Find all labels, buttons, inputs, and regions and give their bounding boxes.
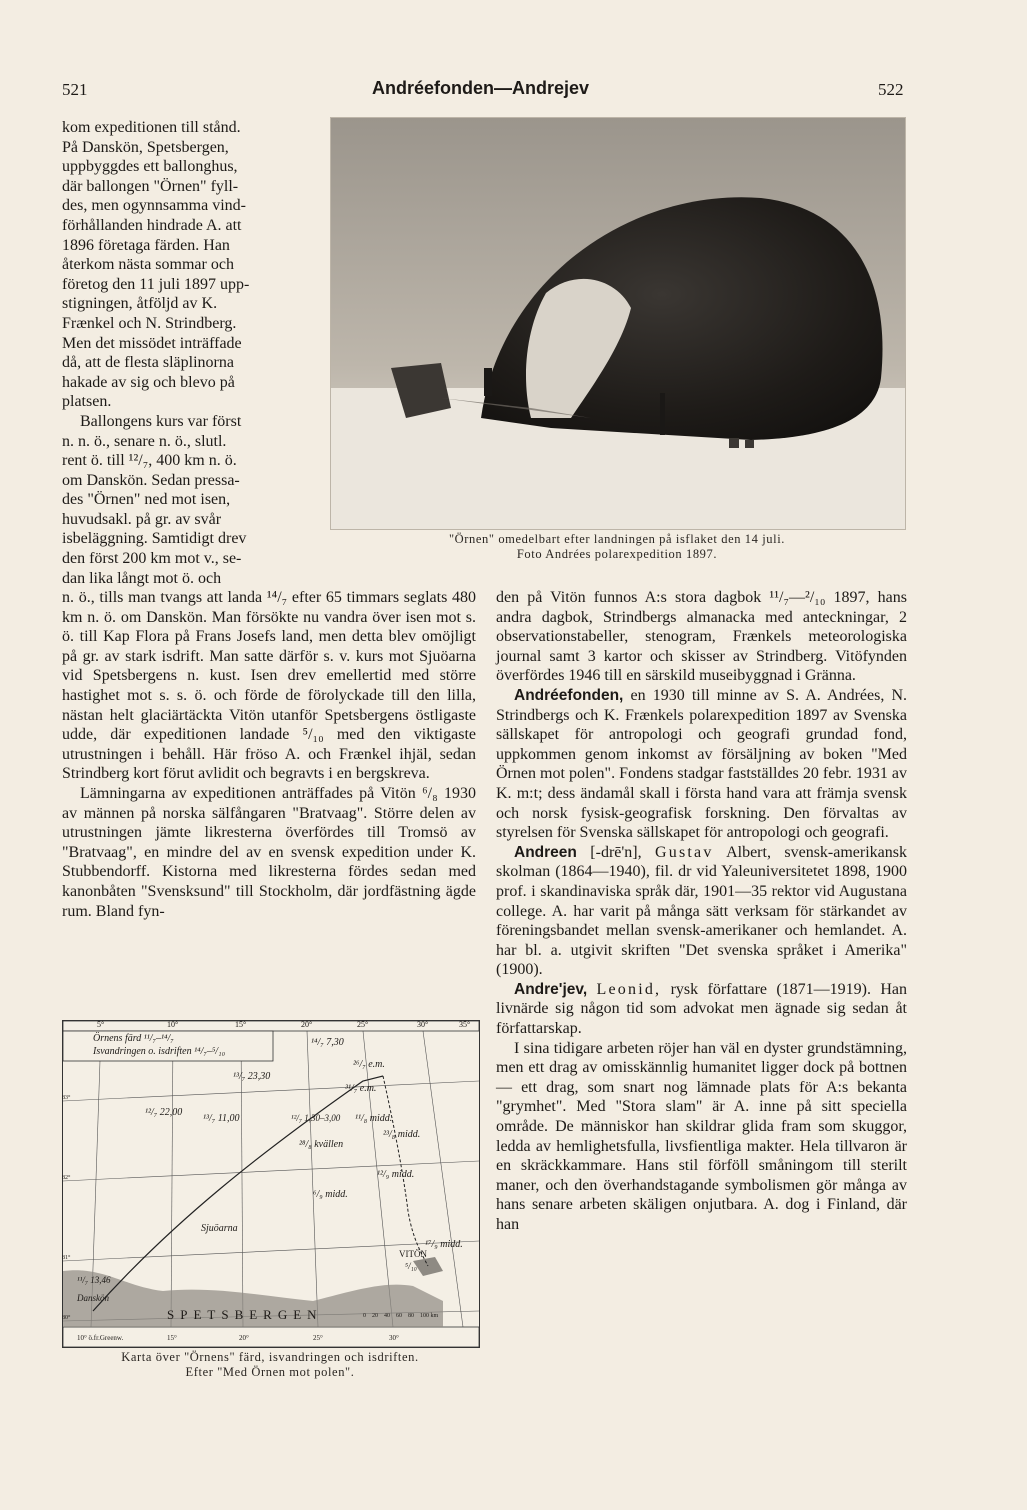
map-label: ³¹/₇ e.m. [345,1083,377,1094]
entry-andreefonden [496,686,907,843]
text-line: des "Örnen" ned mot isen, [62,491,231,509]
scale-tick: 0 [363,1313,366,1319]
map-label: ¹¹/₈ midd. [355,1113,393,1124]
text-line: huvudsakl. på gr. av svår [62,510,222,528]
entry-andreen [496,843,907,980]
map-legend-2: Isvandringen o. isdriften ¹⁴/₇–⁵/₁₀ [93,1046,226,1057]
text-line: återkom nästa sommar och [62,256,234,274]
map-label: SPETSBERGEN [167,1307,323,1322]
lon-tick: 10° ö.fr.Greenw. [77,1334,124,1342]
text-line: des, men ogynnsamma vind- [62,197,246,215]
lon-tick: 30° [389,1334,399,1342]
lon-tick: 35° [459,1020,471,1029]
lon-tick: 15° [167,1334,177,1342]
balloon-photo [330,117,906,530]
scale-tick: 100 km [420,1313,439,1319]
scale-tick: 20 [372,1313,378,1319]
lon-tick: 15° [235,1020,247,1029]
map-label: ²³/₈ midd. [383,1129,421,1140]
map-label: VITÖN [399,1249,427,1259]
map-label: ¹²/₇ 1,30–3,00 [291,1113,341,1123]
text-line: om Danskön. Sedan pressa- [62,471,240,489]
paragraph: I sina tidigare arbeten röjer han väl en dyster grundstämning, men ett drag av omisskännlig humanitet ligger dock på bottnen — ett drag, som snart nog lämnade plats för A:s bekanta "grymhet". Med "Stora slam" är A. inne på sitt speciella område. De människor han skildrar glida fram som skuggor, ledda av hemlighetsfulla, livsfientliga makter. Hela tillvaron är en skräckkammare. Hans stil förföll småningom till sterilt maner, och den överhandstagande symbolismen gör många av hans senare arbeten skäligen onjutbara. A. dog i Finland, där han [496,1039,907,1233]
given-name: Leonid, [596,980,662,998]
text-line: dan lika långt mot ö. och [62,569,222,587]
text-line: hakade av sig och blevo på [62,373,235,391]
map-caption-line: Efter "Med Örnen mot polen". [185,1365,355,1379]
map-label: Sjuöarna [201,1223,238,1234]
photo-caption-line: Foto Andrées polarexpedition 1897. [516,547,718,561]
map-label: ¹⁴/₇ 7,30 [311,1037,344,1048]
map-label: ¹¹/₇ 13,46 [77,1275,111,1285]
lon-tick: 5° [97,1020,105,1029]
text-line: n. n. ö., senare n. ö., slutl. [62,432,227,450]
text-line: där ballongen "Örnen" fyll- [62,177,239,195]
lon-tick: 20° [239,1334,249,1342]
map-label: ²⁶/₇ e.m. [353,1059,385,1070]
scale-tick: 40 [384,1313,390,1319]
map-label: Danskön [77,1293,109,1303]
entry-text: Albert, svensk-amerikansk skolman (1864—1940), fil. dr vid Yaleuniversitetet 1898, 1900 prof. i skandinaviska språk där, 1901—35 rektor vid Augustana college. A. har varit på många sätt verksam för stärkandet av föreningsbandet mellan svensk-amerikaner och hemlandet. A. har bl. a. utgivit skriften "Det svenska språket i Amerika" (1900). [496,843,907,979]
lat-tick: 80° [62,1315,71,1321]
map-legend-1: Örnens färd ¹¹/₇–¹⁴/₇ [93,1033,174,1044]
running-head: Andréefonden—Andrejev [372,78,590,98]
headword: Andre'jev, [514,980,588,998]
page-number-right: 522 [878,80,904,99]
pronunciation: [-drē'n], [590,843,642,861]
entry-text: en 1930 till minne av S. A. Andrées, N. Strindbergs och K. Frænkels polarexpedition 1897 av Svenska sällskapet för antropologi och geografi grundad fond, uppkommen genom inkomst av försäljning av boken "Med Örnen mot polen". Fondens stadgar fastställdes 20 febr. 1931 av K. m:t; dess ändamål skall i första hand vara att främja svensk och norsk fysisk-geografisk forskning. Den förvaltas av styrelsen för Svenska sällskapet för antropologi och geografi. [496,686,908,842]
text-line: isbeläggning. Samtidigt drev [62,530,247,548]
route-map-svg [63,1021,479,1347]
text-line: uppbyggdes ett ballonghus, [62,158,238,176]
lon-tick: 25° [357,1020,369,1029]
paragraph: den på Vitön funnos A:s stora dagbok ¹¹/₇—²/₁₀ 1897, hans andra dagbok, Strindbergs almanacka med anteckningar, 2 observationstabeller, stenogram, Frænkels meteorologiska journal samt 3 kartor och skisser av Strindberg. Vitöfynden överfördes 1946 till en särskild museibyggnad i Gränna. [496,589,907,685]
text-line: På Danskön, Spetsbergen, [62,138,229,156]
headword: Andréefonden, [514,686,624,704]
lat-tick: 81° [62,1255,71,1261]
map-label: ¹³/₇ 11,00 [203,1113,240,1124]
text-line: då, att de flesta släplinorna [62,354,234,372]
scale-tick: 80 [408,1313,414,1319]
given-name: Gustav [655,843,714,861]
text-line: kom expeditionen till stånd. [62,119,241,136]
entry-text: rysk författare (1871—1919). Han livnärde sig någon tid som advokat men ägnade sig sedan åt författarskap. [496,980,907,1038]
map-caption-line: Karta över "Örnens" färd, isvandringen och isdriften. [121,1350,419,1364]
lon-tick: 20° [301,1020,313,1029]
text-line: företog den 11 juli 1897 upp- [62,275,250,293]
left-column-wide [62,588,476,921]
right-column [496,588,907,1235]
lat-tick: 83° [62,1095,71,1101]
text-line: stigningen, åtföljd av K. [62,295,218,313]
map-label: ⁵/₁₀ [405,1261,417,1271]
text-line: den först 200 km mot v., se- [62,550,242,568]
text-line: Frænkel och N. Strindberg. [62,314,237,332]
lon-tick: 30° [417,1020,429,1029]
route-map [62,1020,480,1348]
headword: Andreen [514,843,577,861]
text-line: rent ö. till ¹²/₇, 400 km n. ö. [62,452,237,470]
photo-caption-line: "Örnen" omedelbart efter landningen på isflaket den 14 juli. [448,532,786,546]
map-label: ¹³/₇ 23,30 [233,1071,271,1082]
photo-caption [330,532,904,562]
text-line: 1896 företaga färden. Han [62,236,230,254]
paragraph: n. ö., tills man tvangs att landa ¹⁴/₇ efter 65 timmars seglats 480 km n. ö. om Danskön. Man försökte nu vandra över isen mot s. ö. till Kap Flora på Frans Josefs land, men detta blev omöjligt på gr. av stark isdrift. Man satte därför s. v. kurs mot Sjuöarna vid Spetsbergens n. kust. Isen drev emellertid med större hastighet mot s. s. ö. och förde de förolyckade till den lilla, nästan helt glaciärtäckta Vitön utanför Spetsbergens östligaste udde, där expeditionen landade ⁵/₁₀ med den viktigaste utrustningen i behåll. Här fröso A. och Frænkel ihjäl, sedan Strindberg kort förut avlidit och begravts i en bergskreva. [62,589,476,783]
map-label: ¹⁷/₉ midd. [425,1239,463,1250]
left-column-narrow [62,118,310,588]
lat-tick: 82° [62,1175,71,1181]
lon-tick: 25° [313,1334,323,1342]
entry-andrejev [496,980,907,1039]
map-label: ¹²/₉ midd. [377,1169,415,1180]
text-line: Ballongens kurs var först [80,412,242,430]
map-label: ²⁸/₈ kvällen [299,1139,344,1150]
map-caption [58,1350,482,1380]
text-line: platsen. [62,393,112,411]
lon-tick: 10° [167,1020,179,1029]
map-label: ¹²/₇ 22,00 [145,1107,183,1118]
page-number-left: 521 [62,80,88,99]
scale-tick: 60 [396,1313,402,1319]
text-line: förhållanden hindrade A. att [62,216,242,234]
text-line: Men det missödet inträffade [62,334,242,352]
map-scale [363,1313,438,1319]
paragraph: Lämningarna av expeditionen anträffades på Vitön ⁶/₈ 1930 av männen på norska sälfångaren "Bratvaag". Större delen av utrustningen jämte likresterna överfördes till Tromsö av "Bratvaag", en mindre del av en svensk expedition under K. Stubbendorff. Kistorna med likresterna fördes sedan med kanonbåten "Svensksund" till Stockholm, där jordfästning ägde rum. Bland fyn- [62,784,476,920]
balloon-photo-image [331,118,905,529]
map-label: ⁶/₉ midd. [313,1189,348,1200]
